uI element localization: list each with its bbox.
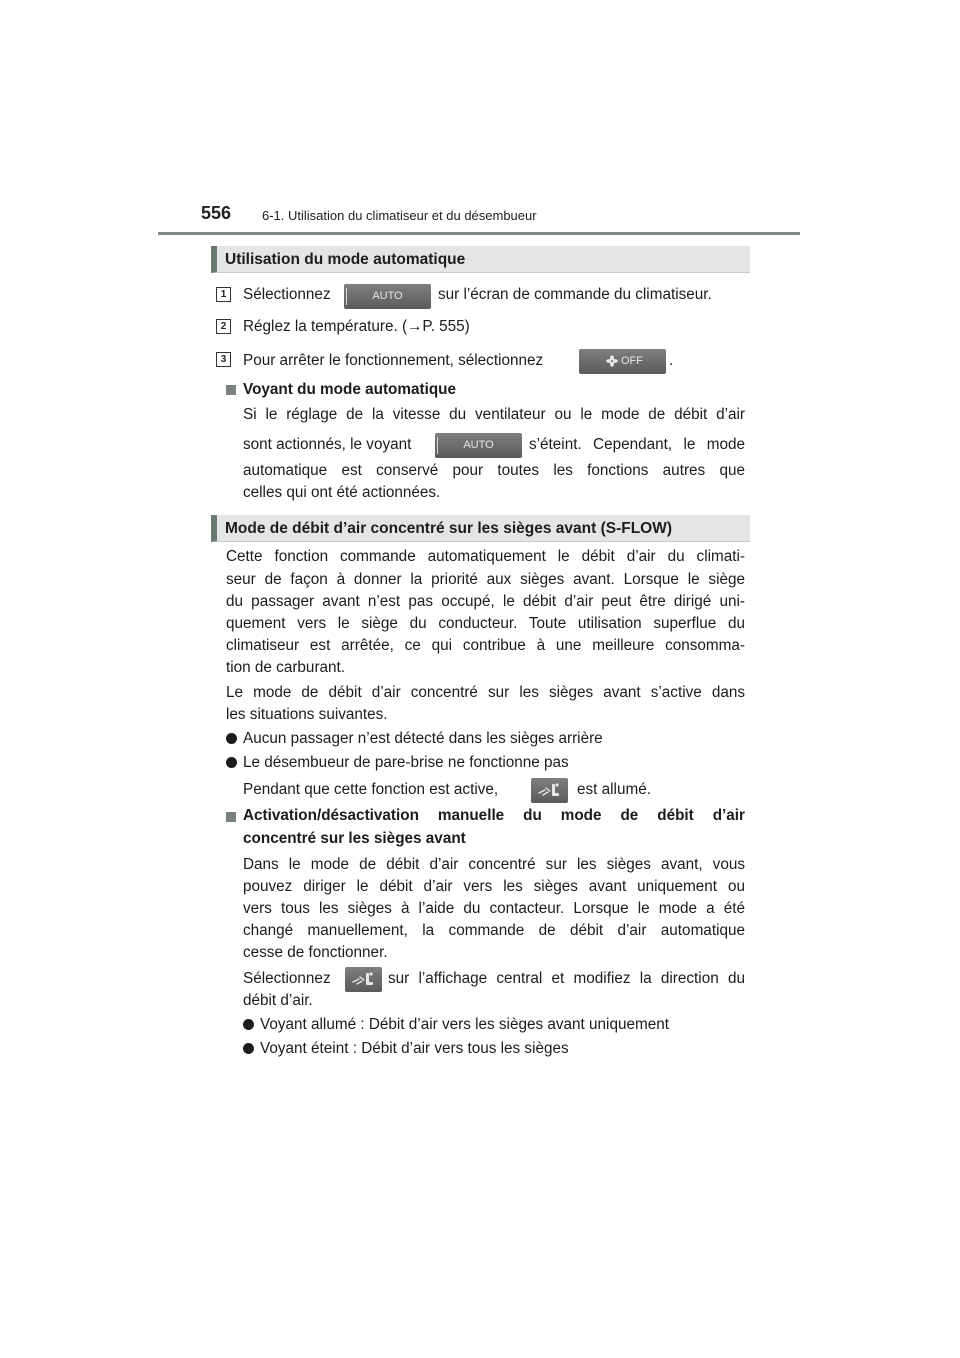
step-3-text-after: . <box>669 352 674 369</box>
step-2-text: Réglez la température. (→P. 555) <box>243 318 470 335</box>
manual-para-line-3: vers tous les sièges à l’aide du contacteur. Lorsque le mode a été <box>243 900 745 917</box>
auto-button <box>344 284 431 309</box>
subsection-square-marker <box>226 385 236 395</box>
button-edge-mark <box>437 437 438 454</box>
para1-line-6: tion de carburant. <box>226 659 346 676</box>
bullet-no-rear-passenger: Aucun passager n’est détecté dans les sièges arrière <box>243 730 603 747</box>
para2-line-1: Le mode de débit d’air concentré sur les sièges avant s’active dans <box>226 684 745 701</box>
sub-bullet-indicator-off: Voyant éteint : Débit d’air vers tous les sièges <box>260 1040 569 1057</box>
active-text-after: est allumé. <box>577 781 651 798</box>
page-number: 556 <box>201 203 232 223</box>
bullet-dot <box>226 757 237 768</box>
s-flow-seat-icon <box>537 782 562 799</box>
bullet-defogger-off: Le désembueur de pare-brise ne fonctionne pas <box>243 754 569 771</box>
manual-para-line-5: cesse de fonctionner. <box>243 944 388 961</box>
auto-indicator <box>435 433 522 458</box>
sub-bullet-indicator-on: Voyant allumé : Débit d’air vers les sièges avant uniquement <box>260 1016 669 1033</box>
para1-line-2: seur de façon à donner la priorité aux sièges avant. Lorsque le siège <box>226 571 745 588</box>
manual-para-line-1: Dans le mode de débit d’air concentré sur les sièges avant, vous <box>243 856 745 873</box>
off-button-label: OFF <box>621 355 643 367</box>
step-number-1: 1 <box>216 287 231 302</box>
para1-line-4: quement vers le siège du conducteur. Toute utilisation superflue du <box>226 615 745 632</box>
manual-para-line-2: pouvez diriger le débit d’air vers les sièges avant uniquement ou <box>243 878 745 895</box>
bullet-dot <box>243 1019 254 1030</box>
note-line-2-before: sont actionnés, le voyant <box>243 436 412 453</box>
bullet-dot <box>243 1043 254 1054</box>
subsection-square-marker <box>226 812 236 822</box>
step-number-2: 2 <box>216 319 231 334</box>
step-1-text-after: sur l’écran de commande du climatiseur. <box>438 286 712 303</box>
bullet-dot <box>226 733 237 744</box>
note-line-1: Si le réglage de la vitesse du ventilateur ou le mode de débit d’air <box>243 406 745 423</box>
manual-para-line-4: changé manuellement, la commande de débit d’air automatique <box>243 922 745 939</box>
step-1-text-before: Sélectionnez <box>243 286 331 303</box>
chapter-title: 6-1. Utilisation du climatiseur et du désembueur <box>262 208 537 223</box>
para2-line-2: les situations suivantes. <box>226 706 388 723</box>
s-flow-button <box>345 967 382 992</box>
manual-title-line-1: Activation/désactivation manuelle du mode de débit d’air <box>243 807 745 824</box>
note-title-auto-indicator: Voyant du mode automatique <box>243 381 457 398</box>
button-edge-mark <box>346 288 347 305</box>
s-flow-indicator <box>531 778 568 803</box>
section-title-s-flow: Mode de débit d’air concentré sur les sièges avant (S-FLOW) <box>211 515 750 542</box>
header-divider <box>158 232 800 235</box>
fan-icon <box>606 355 618 367</box>
manual-title-line-2: concentré sur les sièges avant <box>243 830 466 847</box>
s-flow-seat-icon <box>351 971 376 988</box>
select-text-line-2: débit d’air. <box>243 992 313 1009</box>
step-3-text-before: Pour arrêter le fonctionnement, sélectionnez <box>243 352 544 369</box>
note-line-3: automatique est conservé pour toutes les fonctions autres que <box>243 462 745 479</box>
para1-line-5: climatiseur est arrêtée, ce qui contribue à une meilleure consomma- <box>226 637 745 654</box>
auto-button-label: AUTO <box>372 290 403 302</box>
step-number-3: 3 <box>216 352 231 367</box>
off-button <box>579 349 666 374</box>
para1-line-3: du passager avant n’est pas occupé, le débit d’air peut être dirigé uni- <box>226 593 745 610</box>
note-line-4: celles qui ont été actionnées. <box>243 484 441 501</box>
active-text-before: Pendant que cette fonction est active, <box>243 781 499 798</box>
section-title-auto-mode: Utilisation du mode automatique <box>211 246 750 273</box>
note-line-2-after: s’éteint. Cependant, le mode <box>529 436 745 453</box>
para1-line-1: Cette fonction commande automatiquement le débit d’air du climati- <box>226 548 745 565</box>
select-text-before: Sélectionnez <box>243 970 331 987</box>
auto-indicator-label: AUTO <box>463 439 494 451</box>
select-text-after: sur l’affichage central et modifiez la direction du <box>388 970 745 987</box>
